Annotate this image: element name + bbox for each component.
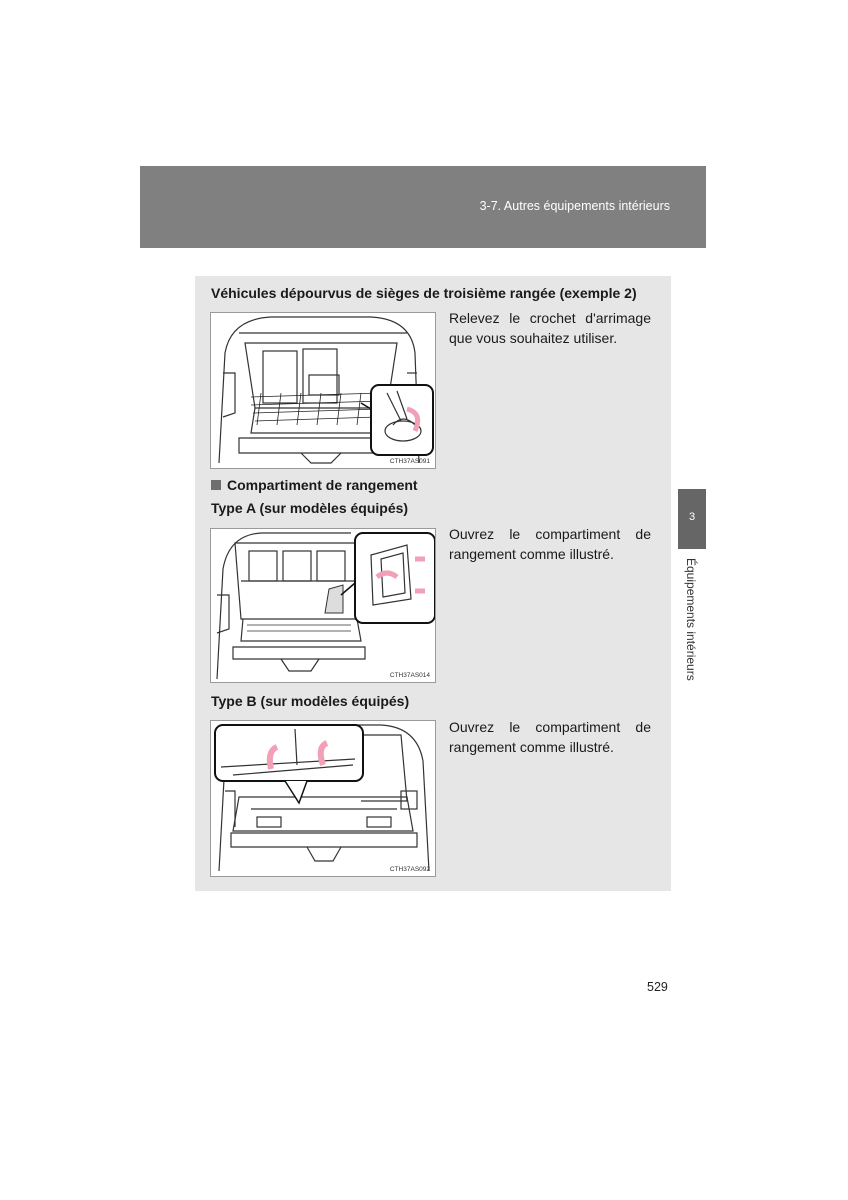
figure-type-a: [210, 528, 436, 683]
chapter-label: Équipements intérieurs: [684, 558, 698, 681]
type-b-compartment-illustration: [211, 721, 436, 877]
figure-type-b: [210, 720, 436, 877]
figure-cargo-net-hook: [210, 312, 436, 469]
step-description: Relevez le crochet d'arrimage que vous souhaitez utiliser.: [449, 310, 651, 346]
figure-code: CTH37AS092: [389, 866, 430, 873]
storage-compartment-title: [211, 477, 418, 493]
type-b-title: Type B (sur modèles équipés): [211, 693, 410, 709]
figure-code: CTH37AS014: [389, 672, 430, 679]
figure-code: CTH37AS091: [389, 458, 430, 465]
chapter-tab: [678, 489, 706, 549]
section-heading: Véhicules dépourvus de sièges de troisième rangée (exemple 2): [211, 285, 637, 301]
type-b-description: Ouvrez le compartiment de rangement comme illustré.: [449, 719, 651, 755]
square-bullet-icon: [211, 480, 221, 490]
type-a-title: Type A (sur modèles équipés): [211, 500, 409, 516]
cargo-net-illustration: [211, 313, 436, 469]
header-band: [140, 166, 706, 248]
content-panel: [195, 276, 671, 891]
type-a-description: Ouvrez le compartiment de rangement comme illustré.: [449, 526, 651, 562]
page-number: 529: [647, 980, 668, 994]
chapter-number: 3: [688, 511, 696, 523]
storage-title-text: Compartiment de rangement: [227, 477, 418, 493]
type-a-compartment-illustration: [211, 529, 436, 683]
section-title: 3-7. Autres équipements intérieurs: [479, 199, 670, 213]
